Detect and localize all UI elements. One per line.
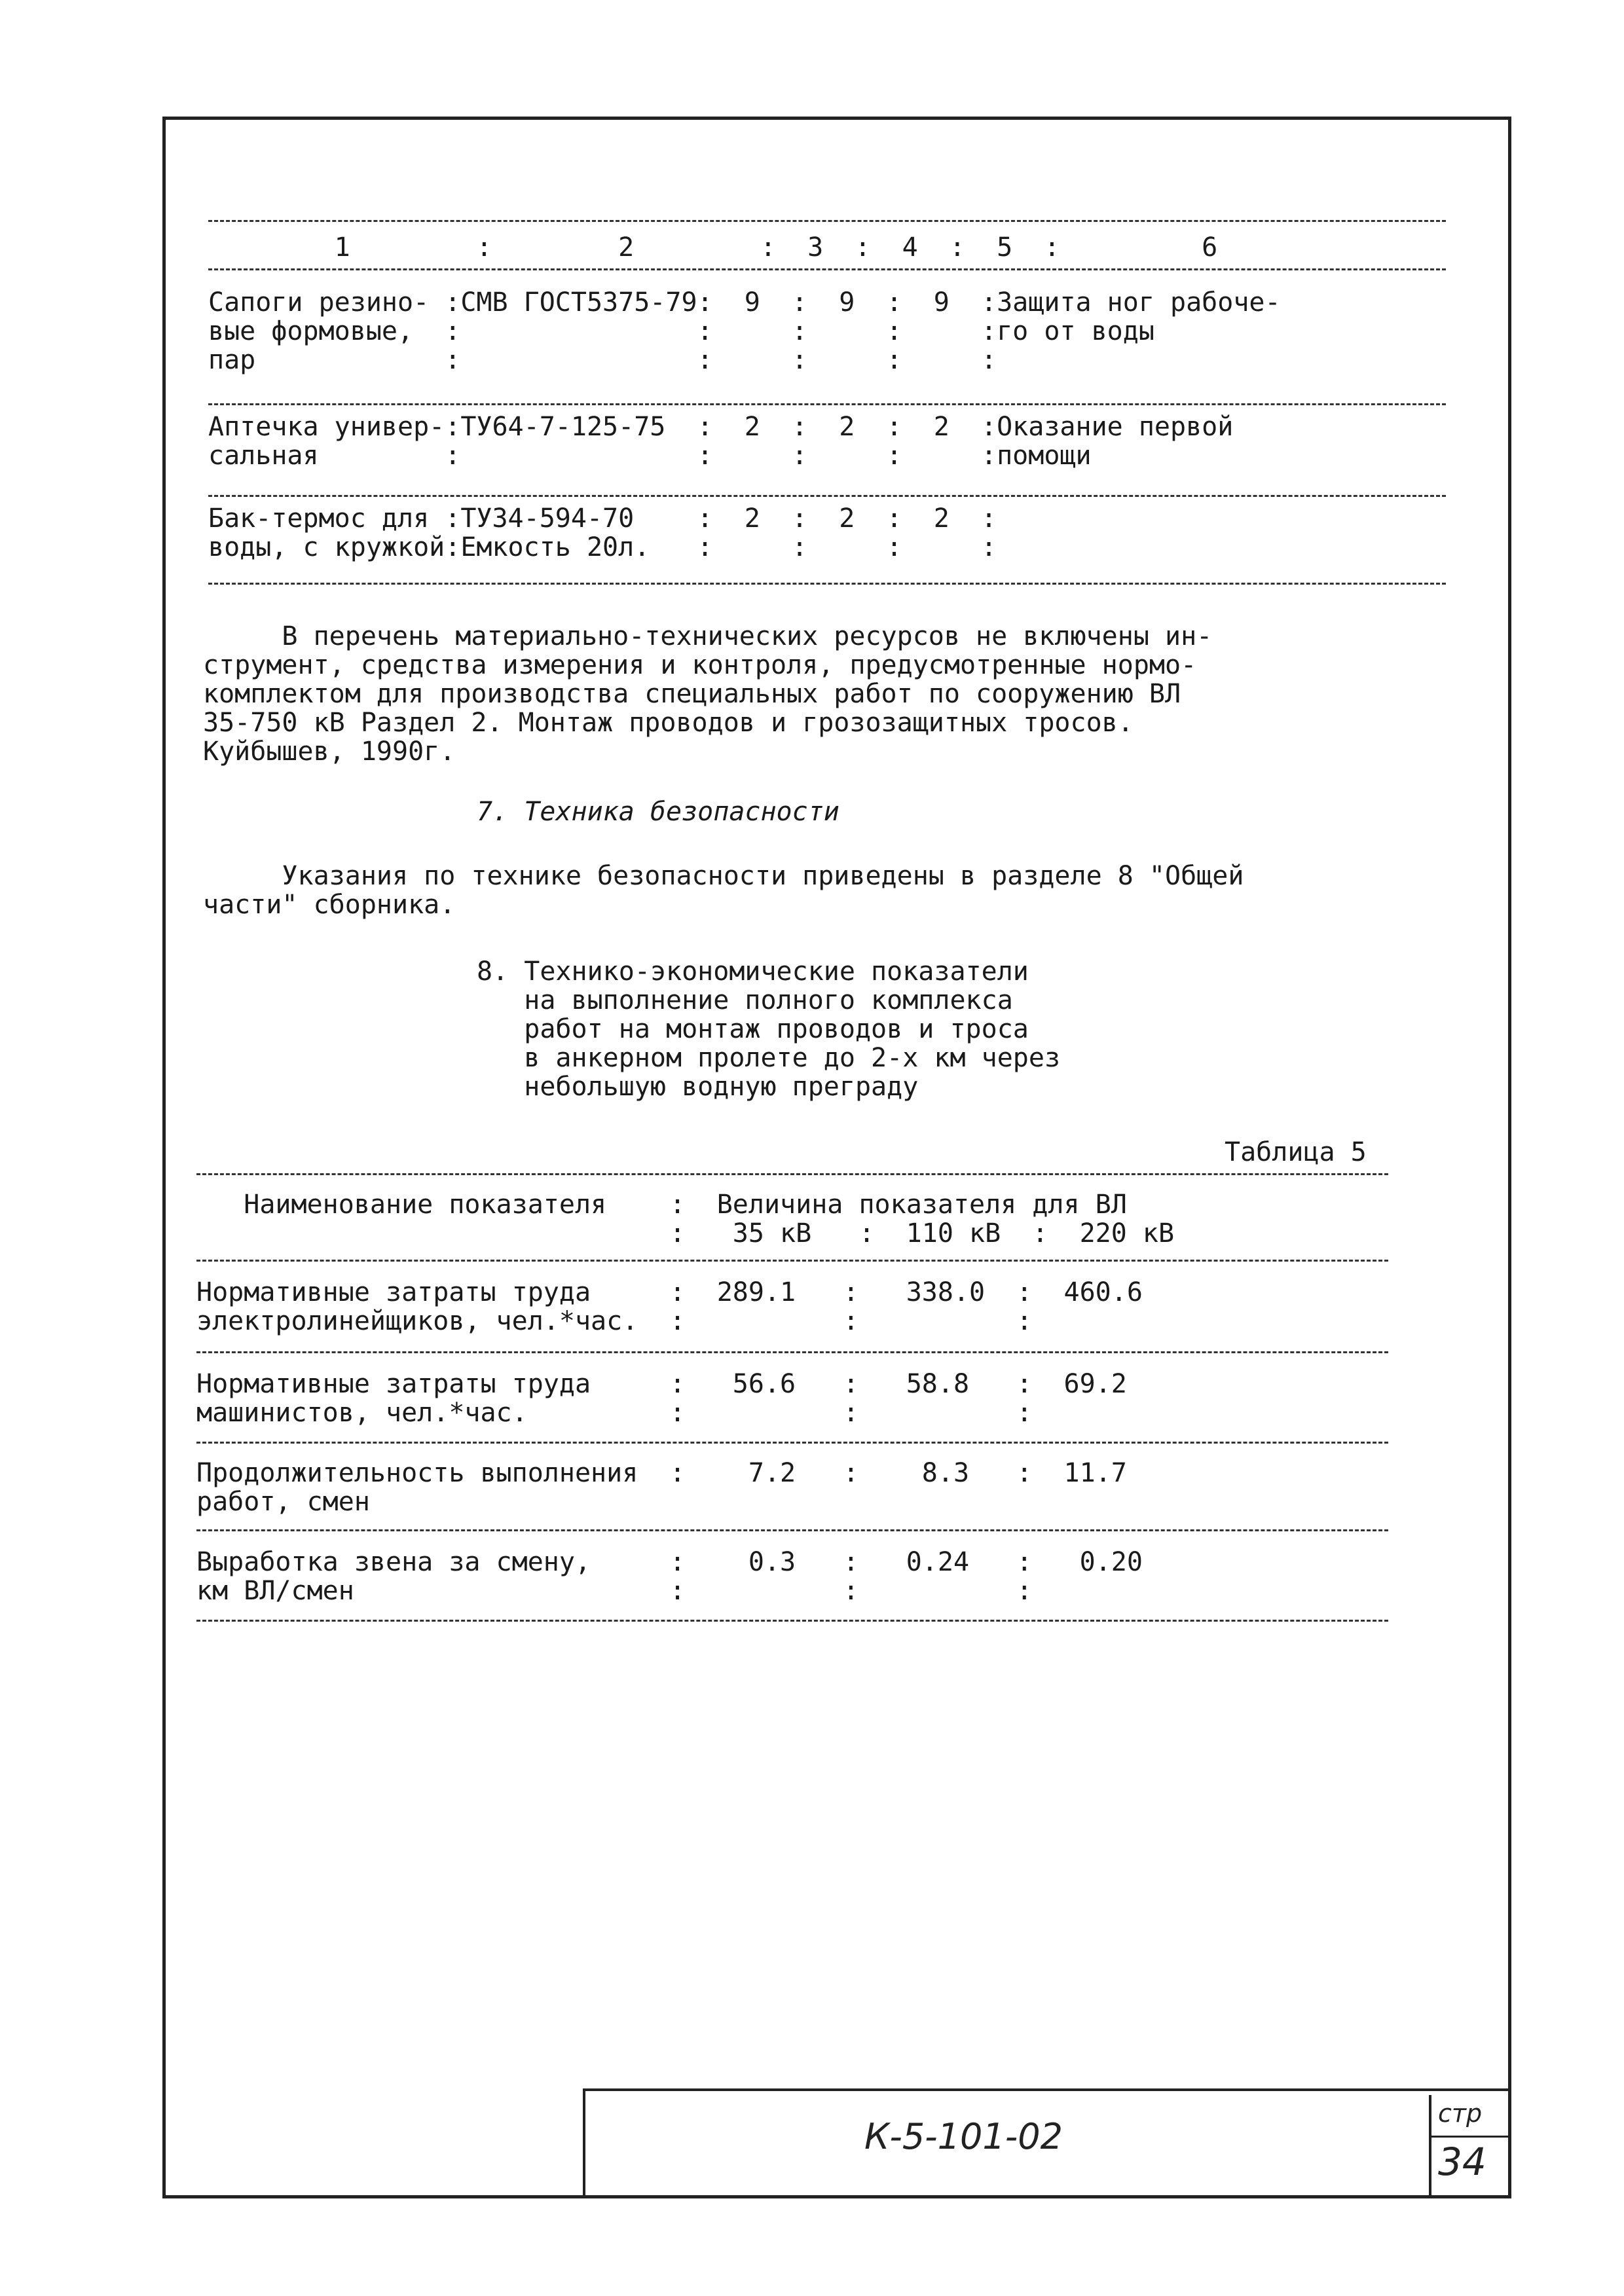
table-line: Аптечка универ-:ТУ64-7-125-75 : 2 : 2 : 2 :Оказание первой — [208, 412, 1234, 442]
paragraph-line: части" сборника. — [203, 890, 456, 920]
stamp-divider — [1429, 2136, 1511, 2138]
section-8-line: на выполнение полного комплекса — [477, 985, 1013, 1015]
table-line: км ВЛ/смен : : : — [196, 1576, 1033, 1606]
top-table-row — [208, 288, 1281, 374]
section-7-title: 7. Техника безопасности — [477, 797, 840, 827]
table-rule — [196, 1620, 1388, 1622]
section-8-title — [477, 957, 1060, 1101]
section-8-line: небольшую водную преграду — [477, 1072, 919, 1102]
paragraph-line: 35-750 кВ Раздел 2. Монтаж проводов и грозозащитных тросов. — [203, 708, 1134, 738]
table-rule — [196, 1260, 1388, 1262]
table-5-row — [196, 1548, 1143, 1605]
top-table-header: 1 : 2 : 3 : 4 : 5 : 6 — [208, 232, 1218, 263]
table-rule — [196, 1351, 1388, 1353]
paragraph-safety — [203, 862, 1244, 919]
table-rule — [208, 583, 1446, 585]
table-line: пар : : : : : — [208, 345, 997, 375]
stamp-divider — [583, 2088, 585, 2197]
table-line: Нормативные затраты труда : 56.6 : 58.8 : 69.2 — [196, 1369, 1127, 1399]
frame-left-border — [162, 117, 166, 2198]
paragraph-line: В перечень материально-технических ресурсов не включены ин- — [203, 621, 1213, 651]
table-rule — [208, 495, 1446, 497]
table-header-line: Наименование показателя : Величина показателя для ВЛ — [196, 1190, 1127, 1220]
table-rule — [208, 268, 1446, 270]
table-5-caption: Таблица 5 — [1225, 1137, 1367, 1167]
paragraph-resources — [203, 622, 1212, 766]
table-line: сальная : : : : :помощи — [208, 441, 1092, 471]
table-5-row — [196, 1370, 1127, 1427]
paragraph-line: струмент, средства измерения и контроля, предусмотренные нормо- — [203, 650, 1197, 680]
paragraph-line: Указания по технике безопасности приведены в разделе 8 "Общей — [203, 861, 1244, 891]
table-rule — [196, 1529, 1388, 1531]
stamp-top-border — [583, 2088, 1511, 2091]
table-rule — [208, 403, 1446, 405]
paragraph-line: комплектом для производства специальных работ по сооружению ВЛ — [203, 679, 1181, 709]
table-line: воды, с кружкой:Емкость 20л. : : : : — [208, 532, 997, 562]
table-5-row — [196, 1459, 1127, 1516]
document-code: К-5-101-02 — [864, 2116, 1063, 2157]
frame-right-border — [1508, 117, 1511, 2198]
table-rule — [196, 1442, 1388, 1444]
stamp-divider — [1429, 2095, 1431, 2197]
section-8-line: в анкерном пролете до 2-х км через — [477, 1043, 1061, 1073]
table-line: работ, смен — [196, 1487, 370, 1517]
top-table-row — [208, 412, 1233, 470]
table-header-line: : 35 кВ : 110 кВ : 220 кВ — [196, 1218, 1175, 1248]
table-line: машинистов, чел.*час. : : : — [196, 1398, 1033, 1428]
frame-top-border — [162, 117, 1511, 120]
sheet-label: стр — [1438, 2099, 1483, 2128]
table-line: Бак-термос для :ТУ34-594-70 : 2 : 2 : 2 : — [208, 503, 997, 534]
table-5-row — [196, 1278, 1143, 1336]
top-table-row — [208, 504, 997, 562]
frame-bottom-border — [162, 2195, 1511, 2198]
table-rule — [196, 1173, 1388, 1175]
table-line: Сапоги резино- :СМВ ГОСТ5375-79: 9 : 9 : 9 :Защита ног рабоче- — [208, 287, 1281, 318]
table-5-header — [196, 1190, 1174, 1248]
table-line: вые формовые, : : : : :го от воды — [208, 316, 1154, 346]
paragraph-line: Куйбышев, 1990г. — [203, 737, 456, 767]
section-8-line: работ на монтаж проводов и троса — [477, 1014, 1029, 1044]
table-line: Нормативные затраты труда : 289.1 : 338.0 : 460.6 — [196, 1277, 1143, 1307]
table-line: электролинейщиков, чел.*час. : : : — [196, 1306, 1033, 1336]
table-rule — [208, 220, 1446, 222]
section-8-line: 8. Технико-экономические показатели — [477, 957, 1029, 987]
table-line: Продолжительность выполнения : 7.2 : 8.3 : 11.7 — [196, 1458, 1127, 1488]
sheet-number: 34 — [1438, 2140, 1486, 2184]
table-line: Выработка звена за смену, : 0.3 : 0.24 : 0.20 — [196, 1547, 1143, 1577]
